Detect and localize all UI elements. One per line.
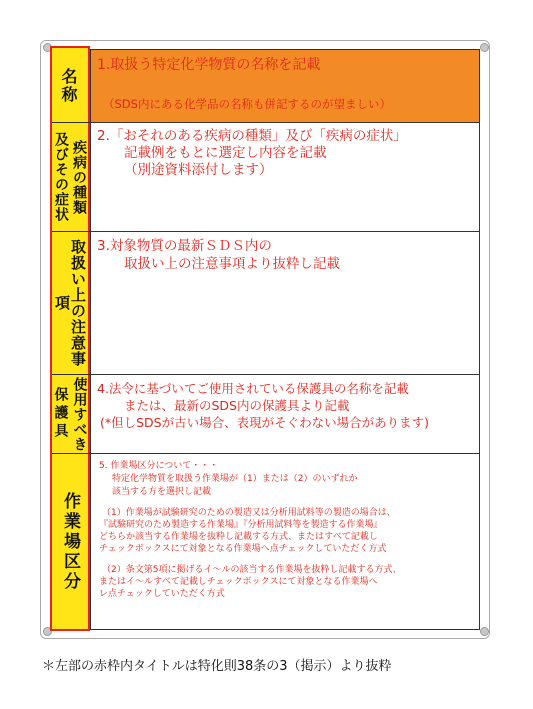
section5-line2: 特定化学物質を取扱う作業場が（1）または（2）のいずれか bbox=[112, 474, 358, 484]
section4-line2: または、最新のSDS内の保護具より記載 bbox=[124, 398, 350, 413]
section5-title: 5. 作業場区分について・・・ bbox=[99, 461, 219, 471]
sidebar-cell-name bbox=[52, 50, 88, 122]
section2-title: 2.「おそれのある疾病の種類」及び「疾病の症状」 bbox=[97, 128, 407, 144]
section2-line2: 記載例をもとに選定し内容を記載 bbox=[124, 145, 327, 161]
section3-line2: 取扱い上の注意事項より抜粋し記載 bbox=[124, 256, 340, 272]
sidebar-cell-area bbox=[52, 454, 88, 629]
screw-top-right bbox=[480, 43, 489, 52]
section5-line9: またはイ～ルすべて記載しチェックボックスにて対象となる作業場へ bbox=[99, 577, 378, 587]
section4-line3: (*但しSDSが古い場合、表現がそぐわない場合があります) bbox=[100, 415, 429, 430]
section1-title: 1.取扱う特定化学物質の名称を記載 bbox=[97, 57, 321, 73]
screw-bottom-right bbox=[480, 627, 489, 636]
section5-line3: 該当する方を選択し記載 bbox=[112, 487, 212, 497]
section5-line10: レ点チェックしていただく方式 bbox=[99, 589, 225, 599]
sidebar-cell-handling bbox=[52, 232, 88, 374]
section4-title: 4.法令に基づいてご使用されている保護具の名称を記載 bbox=[97, 381, 409, 396]
sidebar-label-area: 作業場区分 bbox=[60, 491, 80, 592]
section5-line5: 『試験研究のため製造する作業場』『分析用試料等を製造する作業場』 bbox=[99, 520, 383, 530]
footer-note: ＊左部の赤枠内タイトルは特化則38条の3（掲示）より抜粋 bbox=[42, 659, 392, 674]
row-divider-3 bbox=[52, 374, 480, 375]
sidebar-label-ppe-1: 使用すべき bbox=[71, 376, 88, 452]
row-divider-2 bbox=[52, 231, 480, 232]
section2-line3: （別途資料添付します） bbox=[124, 162, 273, 178]
sidebar-label-disease-1: 疾病の種類 bbox=[71, 139, 87, 215]
row-divider-4 bbox=[52, 453, 480, 454]
sidebar-label-handling: 取扱い上の注意事項 bbox=[53, 239, 87, 367]
sidebar-label-name bbox=[60, 68, 80, 104]
section1-note: （SDS内にある化学品の名称も併記するのが望ましい） bbox=[103, 97, 391, 111]
section5-line6: どちらか該当する作業場を抜粋し記載する方式、またはすべて記載し bbox=[99, 532, 378, 542]
section5-line8: （2）条文第5項に掲げるイ～ルの該当する作業場を抜粋し記載する方式、 bbox=[102, 565, 402, 575]
sidebar-label-ppe-2: 保護具 bbox=[52, 387, 69, 441]
sidebar-cell-ppe bbox=[52, 375, 88, 453]
sidebar-cell-disease bbox=[52, 123, 88, 231]
sidebar-label-name-text: 名称 bbox=[61, 67, 79, 104]
section3-title: 3.対象物質の最新ＳＤＳ内の bbox=[97, 238, 272, 254]
row-divider-1 bbox=[52, 122, 480, 123]
section5-line7: チェックボックスにて対象となる作業場へ点チェックしていただく方式 bbox=[99, 544, 387, 554]
sidebar-label-disease-2: 及びその症状 bbox=[53, 132, 69, 222]
section5-line4: （1）作業場が試験研究のための製造又は分析用試料等の製造の場合は、 bbox=[102, 508, 396, 518]
